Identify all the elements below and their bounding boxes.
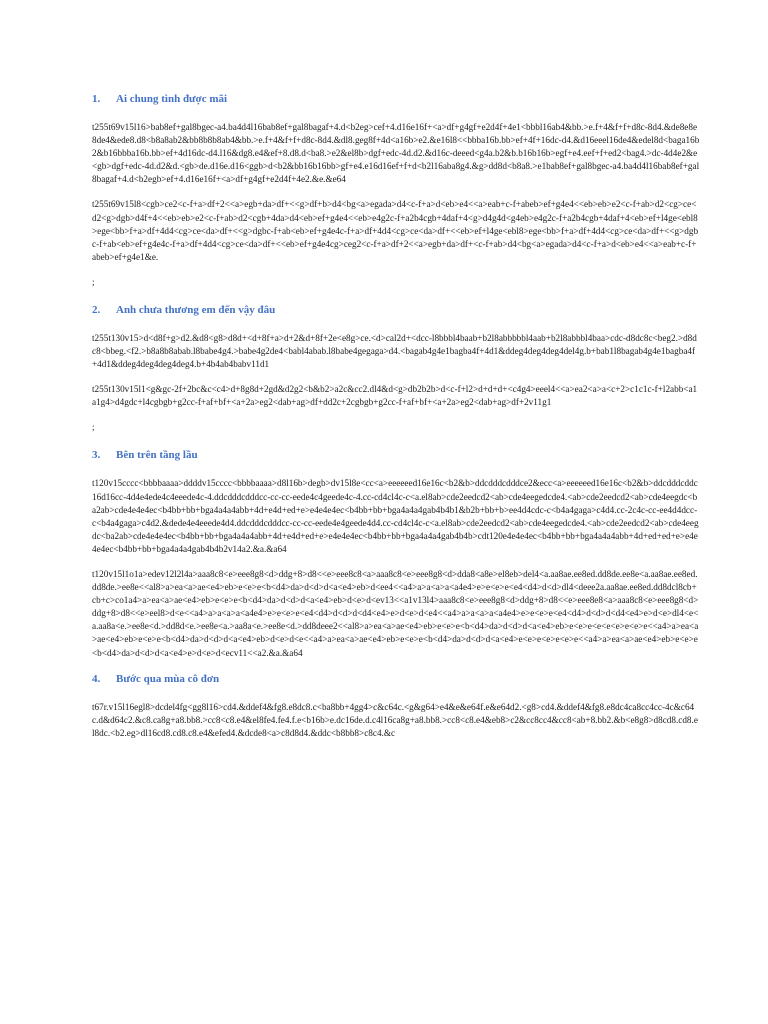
- separator-text: ;: [92, 276, 95, 287]
- section-title: Bên trên tầng lầu: [116, 449, 198, 462]
- score-text: t255t69v15l16>bab8ef+gal8bgec-a4.ba4d4l16bab8ef+gal8bagaf+4.d<b2eg>cef+4.d16e16f+<a>df+g4gf+e2d4f+4e1<bbbl16ab4&bb.>e.f+4&f+f+d8c-8d4.&de8e8e8de4&ede8.d8<b8a8ab2&bb8b8b8ab4&bb.>e.f+4&f+f+d8c-8d4.&dl8.geg8f+4d<a16b>e2.&e16l8<<bbba16b.bb>ef+4f+16dc-d4.&d16eeel16de4&edel8d<baga16b2&b16bbba16b.bb>ef+4d16dc-d4.l16&dg8.e4&ef+8.d8.d<ba8.>e2&el8b>dgf+edc-4d.d2.&d16c-deeed<g4a.b2&b.b16b16b>egf+e4.eef+f+ed2<bag4.>dc-4d4e2&e<gb>dgf+edc-4d.d2&d.<gb>de.d16e.d16<ggb>d<b2&bb16b16bb>gf+e4.e16d16ef+f+d<b2l16aba8g4.&g>dd8d<b8a8.>e1bab8ef+gal8bgec-a4.ba4d4l16bab8ef+gal8bagaf+4.d<b2egb>ef+4.d16e16f+<a>df+g4gf+e2d4f+4e2.&e.&e64: [92, 122, 700, 185]
- section-number: 4.: [92, 672, 101, 685]
- section-title: Bước qua mùa cô đơn: [116, 672, 220, 685]
- separator-text: ;: [92, 422, 95, 433]
- score-text: t255t130v15l1<g&gc-2f+2bc&c<c4>d+8g8d+2gd&d2g2<b&b2>a2c&cc2.dl4&d<g>db2b2b>d<c-f+l2>d+d+d+<c4g4>eeel4<<a>ea2<a>a<c+2>c1c1c-f+l2abb<a1a1g4>d4gdc+l4cgbgb+g2cc-f+af+bf+<a+2a>eg2<dab+ag>df+dd2c+2cgbgb+g2cc-f+af+bf+<a+2a>eg2<dab+ag>df+2v11g1: [92, 384, 698, 408]
- section-heading: [92, 672, 700, 686]
- score-text: t120v15l1o1a>edev12l2l4a>aaa8c8<e>eee8g8<d>ddg+8>d8<<e>eee8c8<a>aaa8c8<e>eee8g8<d>dda8<a8e>el8eb>del4<a.aa8ae.ee8ed.dd8de.ee8e<a.aa8ae.ee8ed.dd8de.>ee8e<<al8>a>ea<a>ae<e4>eb>e<e>e<b<d4>da>d<d>d<a<e4>eb>d<ee4<<a4>a>a<a>a<a4e4>e>e<e>e<e4<d4>d<d>dl4<deee2a.aa8ae.ee8ed.dd8dcl8cb+cb+c>co1a4>a>ea<a>ae<e4>eb>e<e>e<b<d4>da>d<d>d<a<e4>eb>d<e>d<ev13<<a1v13l4>aaa8c8<e>eee8g8<d>ddg+8>d8<<e>eee8e8<a>aaa8c8<e>eee8g8<d>ddg+8>d8<<e>eel8>d<e<<a4>a>a<a>a<a4e4>e>e<e>e<e4<d4>d<d>d<d4<e4>e>d<e>d<e4<<a4>a>a<a>a<a4e4>e>e<e>e<e4<d4>d<d>d<d4<e4>e>d<e>dl4<e<a.aa8a<e.>ee8e<d.>dd8d<e.>ee8e<a.>aa8a<e.>ee8e<d.>dd8deee2<<al8>a>ea<a>ae<e4>eb>e<e>e<b<d4>da>d<d>d<a<e4>eb>e<e>e<e<e<e>e<e>e<<a4>a>ea<a>ae<e4>eb>e<e>e<b<d4>da>d<d>d<a<e4>eb>d<e>d<e<<a4>a>ea<a>ae<e4>eb>e<e>e<b<d4>da>d<d>d<a<e4>e<e>e<e>e<e>e<<a4>a>ea<a>ae<e4>eb>e<e>e<b<d4>da>d<d>d<a<e4>e>d<e>d<ecv11<<a2.&a.&a64: [92, 568, 699, 658]
- score-text: t255t130v15>d<d8f+g>d2.&d8<g8>d8d+<d+8f+a>d+2&d+8f+2e<e8g>ce.<d>cal2d+<dcc-l8bbbl4baab+b2l8abbbbbl4aab+b2l8abbbl4baa>cdc-d8dc8c<beg2.>d8dc8<bbeg.<f2.>b8a8b8abab.l8babe4g4.>babe4g2de4<babl4abab.l8babe4gegaga>d4.<bagab4g4e1bagba4f+4d1&ddeg4deg4deg4del4g.b+bab1l8bagab4g4e1bagba4f+4d1&ddeg4deg4deg4deg4.b+4b4ab4babv11d1: [92, 332, 697, 370]
- section-number: 3.: [92, 449, 101, 462]
- score-text: t67r.v15l16egl8>dcdel4fg<gg8l16>cd4.&ddef4&fg8.e8dc8.c<ba8bb+4gg4>c&c64c.<g&g64>e4&e&e64f.e&e64d2.<g8>cd4.&ddef4&fg8.e8dc4ca8cc4cc-4c&c64c.d&d64c2.&c8.ca8g+a8.bb8.>cc8<c8.e4&el8fe4.fe4.f.e<b16b>e.dc16de.d.c4l16ca8g+a8.bb8.>cc8<c8.e4&eb8>c2&cc8cc4&cc8<ab+8.bb2.&b<e8g8>d8cd8.cd8.el8dc.<b2.eg>dl16cd8.cd8.c8.e4&efed4.&dcde8<a>c8d8d4.&ddc<b8bb8>c8c4.&c: [92, 701, 698, 738]
- section-heading: [92, 448, 700, 462]
- section-heading: [92, 303, 700, 317]
- section-2: [92, 303, 700, 434]
- section-number: 1.: [92, 93, 101, 105]
- section-title: Ai chung tình được mãi: [116, 93, 228, 105]
- section-number: 2.: [92, 303, 101, 316]
- score-text: t255t69v15l8<cgb>ce2<c-f+a>df+2<<a>egb+da>df+<<g>df+b>d4<bg<a>egada>d4<c-f+a>d<eb>e4<<a>eab+c-f+abeb>ef+g4e4<<eb>eb>e2<c-f+ab>d2<cg>ce<d2<g>dgb>d4f+4<<eb>eb>e2<c-f+ab>d2<cgb+4da>d4<eb>ef+g4e4<<eb>e4g2c-f+a2b4cgb+4daf+4<g>d4g4d<g4eb>e4g2c-f+a2b4cgb+4daf+4<eb>ef+l4ge<ebl8>ege<bb>f+a>df+4d4<cg>ce<da>df+<<g>dgbc-f+ab<eb>ef+g4e4c-f+a>df+4d4<cg>ce<da>df+<<eb>ef+l4ge<ebl8>ege<bb>f+a>df+4d4<cg>ce<da>df+<<g>dgbc-f+ab<eb>ef+g4e4c-f+a>df+4d4<cg>ce<da>df+<<eb>ef+g4e4cg>ceg2<c-f+a>df+2<<a>egb+da>df+<c-f+ab>d4<bg<a>egada>d4<c-f+a>d<eb>e4<<a>eab+c-f+abeb>ef+g4e1&e.: [92, 199, 699, 262]
- section-1: [92, 92, 700, 289]
- section-title: Anh chưa thương em đến vậy đâu: [116, 303, 276, 316]
- section-heading: [92, 92, 700, 106]
- section-3: [92, 448, 700, 659]
- score-text: t120v15cccc<bbbbaaaa>ddddv15cccc<bbbbaaaa>d8l16b>degb>dv15l8e<cc<a>eeeeeed16e16c<b2&b>ddcdddcdddce2&ecc<a>eeeeeed16e16c<b2&b>ddcdddcddc16d16cc-4d4e4ede4c4eeede4c-4.ddcdddcdddcc-cc-cc-eede4c4geede4c-4.cc-cd4cl4c-c<a.el8ab>cde2eedcd2<ab>cde4eegedcde4.<ab>cde2eedcd2<ab>cde4eegdc<ba2ab>cde4e4e4ec<b4bb+bb+bga4a4a4abb+4d+e4d+ed+e>e4e4e4ec<b4bb+bb+bga4a4a4gab4b4b1&b2b+bb+b>ee4d4cdc-c<b4a4gaga>c4d4.cc-2c4c-cc-ee4d4dcc-c<b4a4gaga>c4d2.&dede4e4eeede4d4.ddcdddcdddcc-cc-cc-eede4e4geede4d4.cc-cd4cl4c-c<a.el8ab>cde2eedcd2<ab>cde4eegedcde4.<ab>cde2eedcd2<ab>cde4eegdc<ba2ab>cde4e4e4ec<b4bb+bb+bga4a4a4abb+4d+e4d+ed+e>e4e4e4ec<b4bb+bb+bga4a4a4gab4b4b>cdt120e4e4e4ec<b4bb+bb+bga4a4a4abb+4d+ed+ed+e>e4e4e4ec<b4bb+bb+bga4a4a4gab4b4b2v14a2.&a.&a64: [92, 478, 699, 554]
- section-4: [92, 672, 700, 740]
